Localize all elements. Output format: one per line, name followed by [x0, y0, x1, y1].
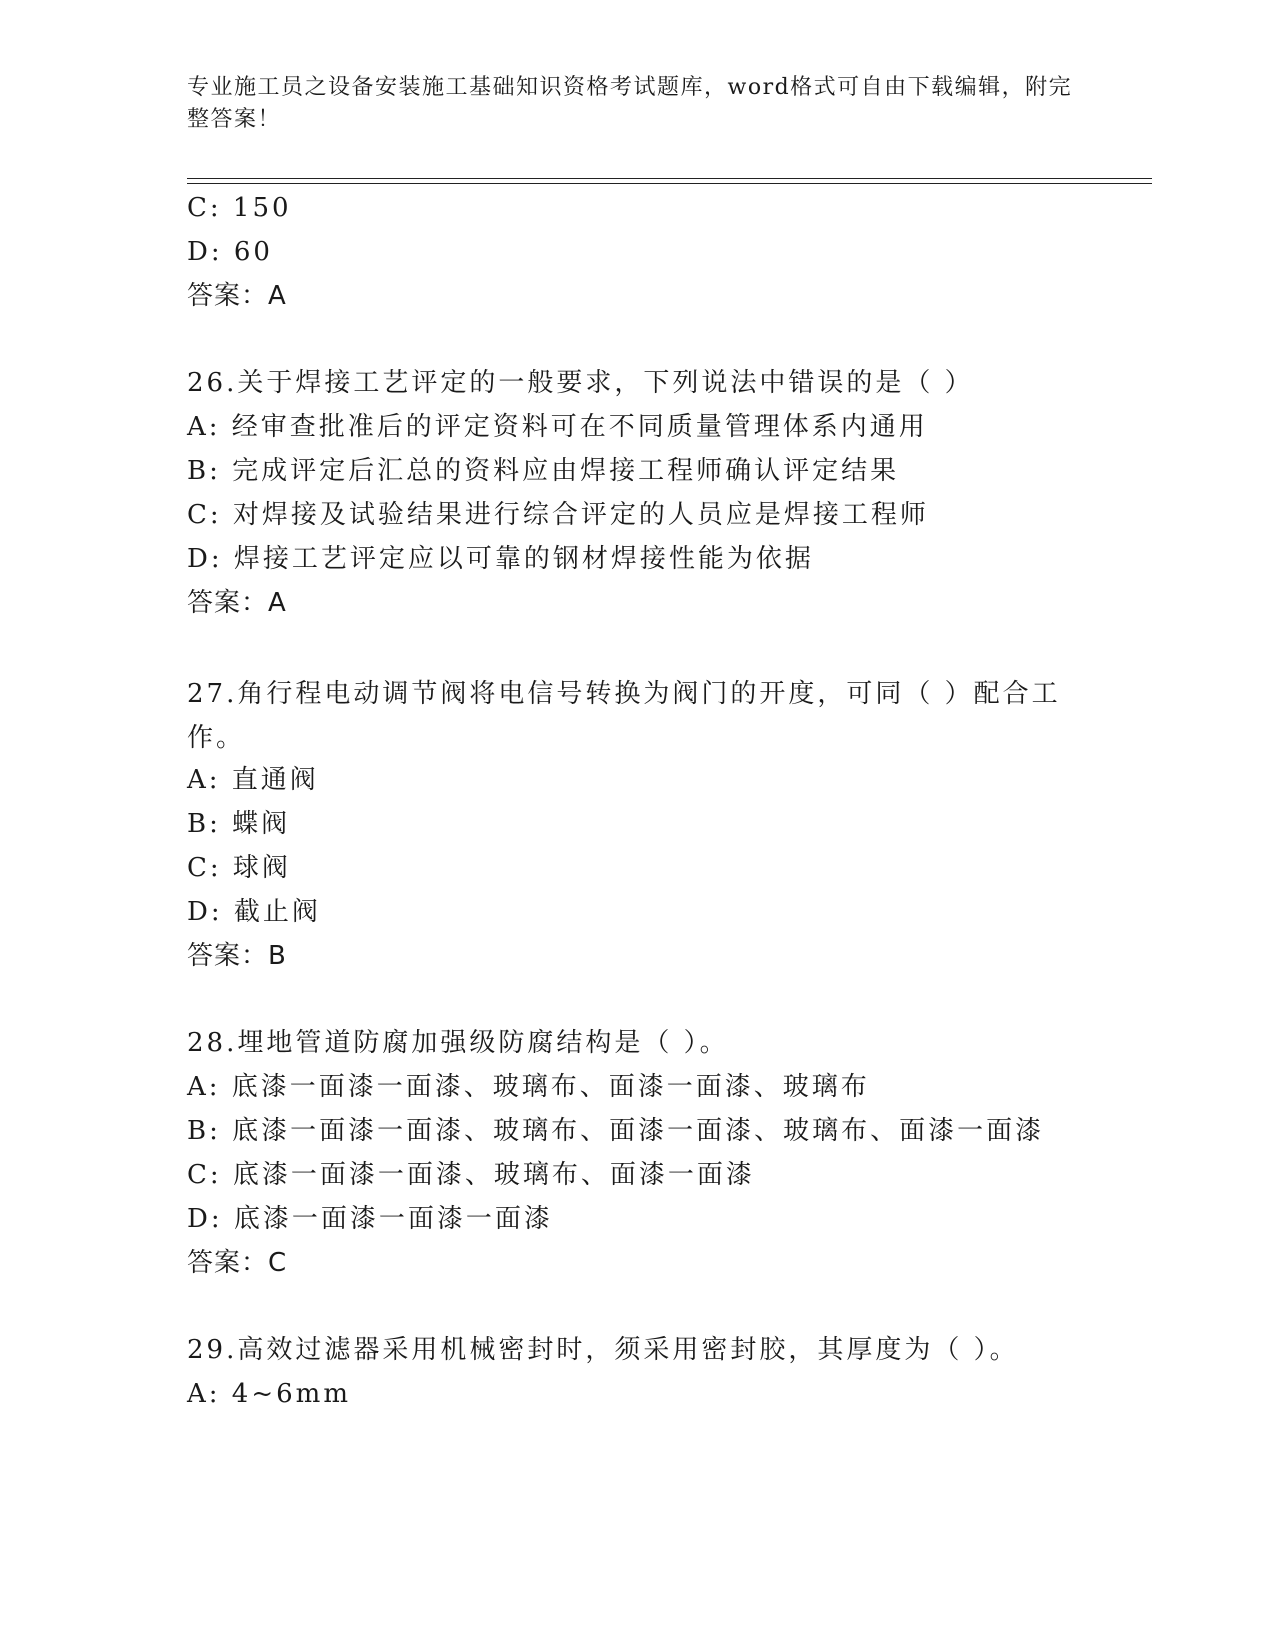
q29-option-a: A: 4~6mm: [187, 1379, 351, 1409]
q25-option-d: D: 60: [187, 237, 273, 267]
q25-answer: 答案：A: [187, 281, 287, 311]
document-header: 专业施工员之设备安装施工基础知识资格考试题库，word格式可自由下载编辑，附完整答案！: [187, 75, 1073, 132]
q28-option-d: D: 底漆一面漆一面漆一面漆: [187, 1204, 553, 1234]
q29-stem: 29.高效过滤器采用机械密封时，须采用密封胶，其厚度为（ ）。: [187, 1335, 1019, 1365]
q25-option-c: C: 150: [187, 193, 292, 223]
q27-option-a: A: 直通阀: [187, 765, 319, 795]
q26-option-d: D: 焊接工艺评定应以可靠的钢材焊接性能为依据: [187, 544, 814, 574]
q28-stem: 28.埋地管道防腐加强级防腐结构是（ ）。: [187, 1028, 729, 1058]
header-divider-bottom: [187, 183, 1152, 184]
q26-option-b: B: 完成评定后汇总的资料应由焊接工程师确认评定结果: [187, 456, 900, 486]
q27-option-c: C: 球阀: [187, 853, 291, 883]
q28-answer: 答案：C: [187, 1248, 288, 1278]
q28-option-c: C: 底漆一面漆一面漆、玻璃布、面漆一面漆: [187, 1160, 755, 1190]
header-divider-top: [187, 178, 1152, 179]
q27-option-d: D: 截止阀: [187, 897, 321, 927]
q27-answer: 答案：B: [187, 941, 287, 971]
q26-stem: 26.关于焊接工艺评定的一般要求，下列说法中错误的是（ ）: [187, 368, 974, 398]
q26-answer: 答案：A: [187, 588, 287, 618]
q26-option-a: A: 经审查批准后的评定资料可在不同质量管理体系内通用: [187, 412, 928, 442]
q27-stem: 27.角行程电动调节阀将电信号转换为阀门的开度，可同（ ）配合工作。: [187, 679, 1061, 753]
q28-option-b: B: 底漆一面漆一面漆、玻璃布、面漆一面漆、玻璃布、面漆一面漆: [187, 1116, 1045, 1146]
q27-option-b: B: 蝶阀: [187, 809, 291, 839]
q28-option-a: A: 底漆一面漆一面漆、玻璃布、面漆一面漆、玻璃布: [187, 1072, 870, 1102]
q26-option-c: C: 对焊接及试验结果进行综合评定的人员应是焊接工程师: [187, 500, 929, 530]
